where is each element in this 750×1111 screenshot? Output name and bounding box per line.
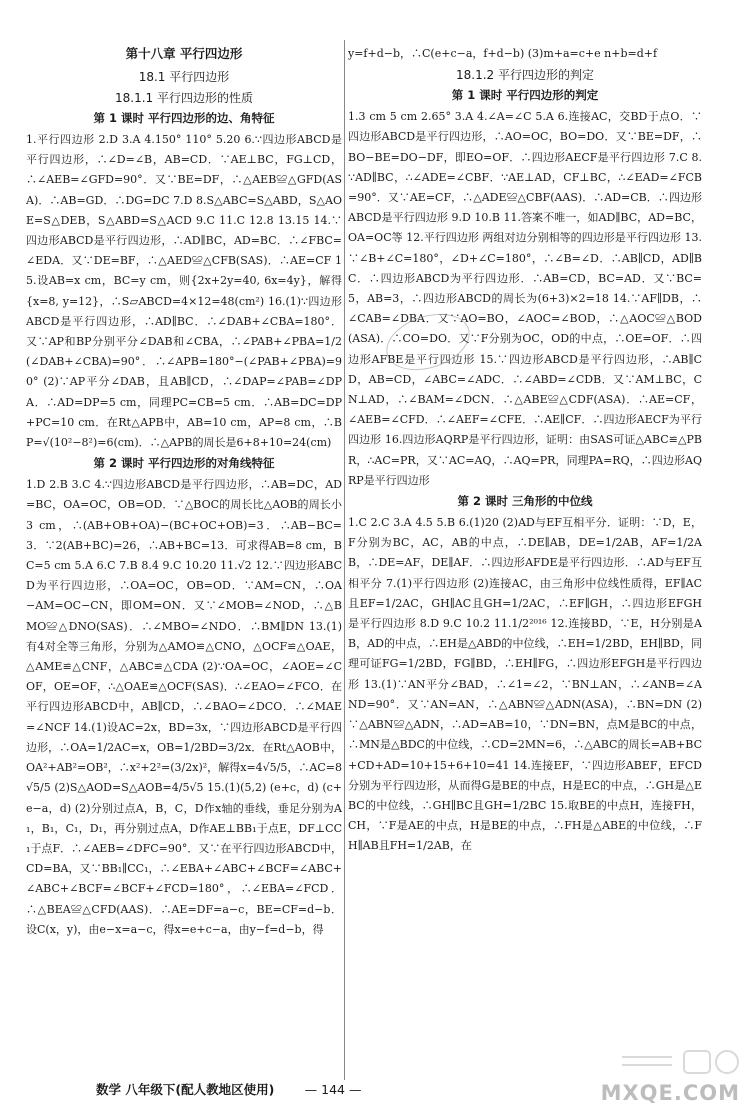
answer-text: y=f+d−b，∴C(e+c−a，f+d−b) (3)m+a=c+e n+b=d+f bbox=[348, 47, 658, 60]
page-number: — 144 — bbox=[304, 1082, 362, 1097]
left-column bbox=[26, 40, 342, 940]
column-divider bbox=[344, 40, 345, 1080]
lesson-title: 第 2 课时 平行四边形的对角线特征 bbox=[93, 456, 275, 471]
right-column bbox=[348, 44, 702, 857]
subsection-title: 18.1.1 平行四边形的性质 bbox=[115, 91, 253, 105]
subsection-title: 18.1.2 平行四边形的判定 bbox=[456, 68, 594, 83]
answer-text: 1.平行四边形 2.D 3.A 4.150° 110° 5.20 6.∵四边形ABCD是平行四边形，∴∠D=∠B，AB=CD．∵AE⊥BC，FG⊥CD，∴∠AEB=∠GFD=90°．又∵BE=DF，∴△AEB≌△GFD(ASA)．∴AB=GD．∴DG=DC 7.D 8.S△ABC=S△ABD，S△AOE=S△DEB，S△ABD=S△ACD 9.C 11.C 12.8 13.15 14.∵四边形ABCD是平行四边形，∴AD∥BC，AD=BC．∴∠FBC=∠EDA．又∵DE=BF，∴△AED≌△CFB(SAS)．∴AE=CF 15.设AB=x cm，BC=y cm，则{2x+2y=40, 6x=4y}，解得{x=8, y=12}，∴S▱ABCD=4×12=48(cm²) 16.(1)∵四边形ABCD是平行四边形，∴AD∥BC．∴∠DAB+∠CBA=180°．又∵AP和BP分别平分∠DAB和∠CBA，∴∠PAB+∠PBA=1/2(∠DAB+∠CBA)=90°．∴∠APB=180°−(∠PAB+∠PBA)=90° (2)∵AP平分∠DAB，且AB∥CD，∴∠DAP=∠PAB=∠DPA．∴AD=DP=5 cm，同理PC=CB=5 cm．∴AB=DC=DP+PC=10 cm．在Rt△APB中，AB=10 cm，AP=8 cm，∴BP=√(10²−8²)=6(cm)．∴△APB的周长是6+8+10=24(cm) bbox=[26, 133, 342, 450]
answer-text: 1.D 2.B 3.C 4.∵四边形ABCD是平行四边形，∴AB=DC，AD=BC，OA=OC，OB=OD．∵△BOC的周长比△AOB的周长小3 cm，∴(AB+OB+OA)−(BC+OC+OB)=3．∴AB−BC=3．∵2(AB+BC)=26，∴AB+BC=13．可求得AB=8 cm，BC=5 cm 5.A 6.C 7.B 8.4 9.C 10.20 11.√2 12.∵四边形ABCD为平行四边形，∴OA=OC，OB=OD．∵AM=CN，∴OA−AM=OC−CN，即OM=ON．又∵∠MOB=∠NOD，∴△BMO≌△DNO(SAS)．∴∠MBO=∠NDO．∴BM∥DN 13.(1)有4对全等三角形，分别为△AMO≌△CNO，△OCF≌△OAE，△AME≌△CNF，△ABC≌△CDA (2)∵OA=OC，∠AOE=∠COF，OE=OF，∴△OAE≌△OCF(SAS)．∴∠EAO=∠FCO．在平行四边形ABCD中，AB∥CD，∴∠BAO=∠DCO．∴∠MAE=∠NCF 14.(1)设AC=2x，BD=3x，∵四边形ABCD是平行四边形，∴OA=1/2AC=x，OB=1/2BD=3/2x．在Rt△AOB中，OA²+AB²=OB²，∴x²+2²=(3/2x)²，解得x=4√5/5，∴AC=8√5/5 (2)S△AOD=S△AOB=4/5√5 15.(1)(5,2) (e+c，d) (c+e−a，d) (2)分别过点A，B，C，D作x轴的垂线，垂足分别为A₁，B₁，C₁，D₁，再分别过点A，D作AE⊥BB₁于点E，DF⊥CC₁于点F．∴∠AEB=∠DFC=90°．又∵在平行四边形ABCD中，CD=BA，又∵BB₁∥CC₁，∴∠EBA+∠ABC+∠BCF=∠ABC+∠ABC+∠BCF=∠BCF+∠FCD=180°，∴∠EBA=∠FCD．∴△BEA≌△CFD(AAS)．∴AE=DF=a−c，BE=CF=d−b．设C(x，y)，由e−x=a−c，得x=e+c−a，由y−f=d−b，得 bbox=[26, 478, 342, 936]
page-footer bbox=[96, 1080, 361, 1098]
lesson-title: 第 2 课时 三角形的中位线 bbox=[457, 494, 593, 509]
footer-subject: 数学 八年级下(配人教地区使用) bbox=[96, 1082, 275, 1097]
lesson-title: 第 1 课时 平行四边形的边、角特征 bbox=[93, 111, 275, 125]
answer-text: 1.C 2.C 3.A 4.5 5.B 6.(1)20 (2)AD与EF互相平分．证明：∵D，E，F分别为BC，AC，AB的中点，∴DE∥AB，DE=1/2AB，AF=1/2AB，∴DE=AF，DE∥AF．∴四边形AFDE是平行四边形．∴AD与EF互相平分 7.(1)平行四边形 (2)连接AC，由三角形中位线性质得，EF∥AC且EF=1/2AC，GH∥AC且GH=1/2AC，∴EF∥GH，∴四边形EFGH是平行四边形 8.D 9.C 10.2 11.1/2²⁰¹⁶ 12.连接BD，∵E，H分别是AB，AD的中点，∴EH是△ABD的中位线，∴EH=1/2BD，EH∥BD，同理可证FG=1/2BD，FG∥BD，∴EH∥FG，∴四边形EFGH是平行四边形 13.(1)∵AN平分∠BAD，∴∠1=∠2，∵BN⊥AN，∴∠ANB=∠AND=90°．又∵AN=AN，∴△ABN≌△ADN(ASA)，∴BN=DN (2)∵△ABN≌△ADN，∴AD=AB=10，∵DN=BN，点M是BC的中点，∴MN是△BDC的中位线，∴CD=2MN=6，∴△ABC的周长=AB+BC+CD+AD=10+15+6+10=41 14.连接EF，∵四边形ABEF，EFCD分别为平行四边形，从而得G是BE的中点，H是EC的中点，∴GH是△EBC的中位线，∴GH∥BC且GH=1/2BC 15.取BE的中点H，连接FH，CH，∵F是AE的中点，H是BE的中点，∴FH是△ABE的中位线，∴FH∥AB且FH=1/2AB，在 bbox=[348, 516, 702, 853]
lesson-title: 第 1 课时 平行四边形的判定 bbox=[451, 88, 599, 103]
section-title: 18.1 平行四边形 bbox=[138, 70, 230, 84]
answer-text: 1.3 cm 5 cm 2.65° 3.A 4.∠A=∠C 5.A 6.连接AC，交BD于点O．∵四边形ABCD是平行四边形，∴AO=OC，BO=DO．又∵BE=DF，∴BO−BE=DO−DF，即EO=OF．∴四边形AECF是平行四边形 7.C 8.∵AD∥BC，∴∠ADE=∠CBF．∵AE⊥AD，CF⊥BC，∴∠EAD=∠FCB=90°．又∵AE=CF，∴△ADE≌△CBF(AAS)．∴AD=CB．∴四边形ABCD是平行四边形 9.D 10.B 11.答案不唯一，如AD∥BC，AD=BC，OA=OC等 12.平行四边形 两组对边分别相等的四边形是平行四边形 13.∵∠B+∠C=180°，∠D+∠C=180°，∴∠B=∠D．∴AB∥CD，AD∥BC．∴四边形ABCD为平行四边形．∴AB=CD，BC=AD．又∵BC=5，AB=3，∴四边形ABCD的周长为(6+3)×2=18 14.∵AF∥DB，∴∠CAB=∠DBA．又∵AO=BO，∠AOC=∠BOD，∴△AOC≌△BOD(ASA)．∴CO=DO．又∵F分别为OC，OD的中点，∴OE=OF．∴四边形AFBE是平行四边形 15.∵四边形ABCD是平行四边形，∴AB∥CD，AB=CD，∠ABC=∠ADC．∴∠ABD=∠CDB．又∵AM⊥BC，CN⊥AD，∴∠BAM=∠DCN．∴△ABE≌△CDF(ASA)．∴AE=CF，∠AEB=∠CFD．∴∠AEF=∠CFE．∴AE∥CF．∴四边形AECF为平行四边形 16.四边形AQRP是平行四边形，证明：由SAS可证△ABC≌△PBR，∴AC=PR，又∵AC=AQ，∴AQ=PR，同理PA=RQ，∴四边形AQRP是平行四边形 bbox=[348, 110, 702, 487]
watermark-text: MXQE.COM bbox=[600, 1081, 740, 1105]
chapter-title: 第十八章 平行四边形 bbox=[125, 46, 243, 61]
